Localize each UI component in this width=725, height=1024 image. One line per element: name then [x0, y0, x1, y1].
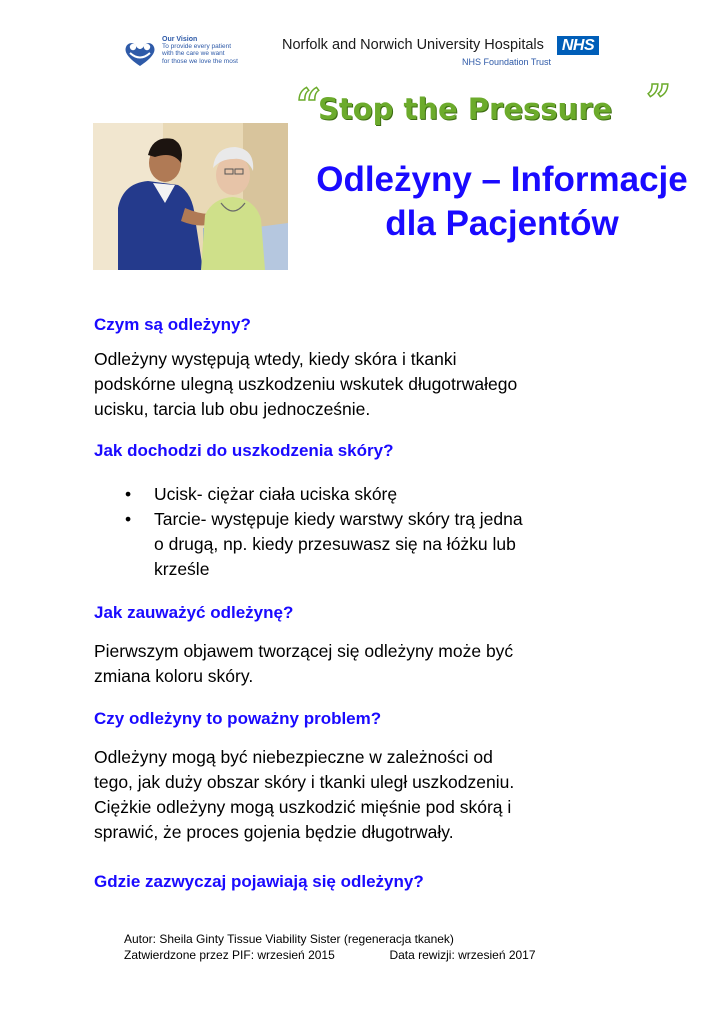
vision-line: with the care we want [162, 50, 225, 58]
bullet-icon: • [125, 509, 132, 529]
text-line: podskórne ulegną uszkodzeniu wskutek długotrwałego [94, 374, 518, 394]
vision-text [162, 36, 238, 65]
nhs-logo: NHS [557, 36, 599, 55]
campaign-text: Stop the Pressure [318, 92, 613, 126]
section-text-what-are-pressure-ulcers [94, 347, 517, 422]
section-heading-what-are-pressure-ulcers: Czym są odleżyny? [94, 315, 251, 334]
text-line: sprawić, że proces gojenia będzie długotrwały. [94, 822, 454, 842]
text-line: zmiana koloru skóry. [94, 666, 254, 686]
text-line: Ciężkie odleżyny mogą uszkodzić mięśnie pod skórą i [94, 797, 512, 817]
our-vision-logo [122, 36, 282, 70]
text-line: ucisku, tarcia lub obu jednocześnie. [94, 399, 371, 419]
list-item [94, 482, 523, 507]
text-line: Odleżyny występują wtedy, kiedy skóra i tkanki [94, 349, 457, 369]
vision-title: Our Vision [162, 36, 198, 43]
title-line: Odleżyny – Informacje [316, 160, 688, 199]
footer [124, 932, 536, 963]
close-quote-icon: ” [646, 76, 672, 127]
heart-people-icon [122, 38, 158, 68]
footer-approved: Zatwierdzone przez PIF: wrzesień 2015 [124, 947, 335, 962]
text-line: tego, jak duży obszar skóry i tkanki uległ uszkodzeniu. [94, 772, 515, 792]
text-line: Odleżyny mogą być niebezpieczne w zależności od [94, 747, 493, 767]
title-line: dla Pacjentów [385, 204, 619, 243]
text-line: Pierwszym objawem tworzącej się odleżyny może być [94, 641, 514, 661]
vision-line: for those we love the most [162, 57, 238, 65]
section-heading-how-skin-damage: Jak dochodzi do uszkodzenia skóry? [94, 441, 394, 460]
text-line: o drugą, np. kiedy przesuwasz się na łóżku lub [154, 534, 516, 554]
section-heading-serious-problem: Czy odleżyny to poważny problem? [94, 709, 382, 728]
footer-review: Data rewizji: wrzesień 2017 [389, 947, 536, 962]
nurse-patient-photo [93, 123, 288, 270]
stop-the-pressure-banner [296, 76, 686, 136]
footer-author: Autor: Sheila Ginty Tissue Viability Sister (regeneracja tkanek) [124, 932, 454, 946]
document-title [286, 158, 718, 246]
text-line: krześle [154, 559, 210, 579]
causes-list [94, 482, 523, 582]
hospital-name: Norfolk and Norwich University Hospitals [282, 37, 544, 53]
trust-name: NHS Foundation Trust [462, 57, 552, 67]
bullet-icon: • [125, 484, 132, 504]
section-heading-how-to-notice: Jak zauważyć odleżynę? [94, 603, 294, 622]
vision-line: To provide every patient [162, 43, 232, 51]
list-item [94, 507, 523, 582]
section-text-serious-problem [94, 745, 514, 845]
open-quote-icon: “ [296, 80, 322, 131]
text-line: Tarcie- występuje kiedy warstwy skóry trą jedna [154, 509, 523, 529]
footer-dates [124, 948, 536, 964]
section-heading-where-they-appear: Gdzie zazwyczaj pojawiają się odleżyny? [94, 872, 424, 891]
text-line: Ucisk- ciężar ciała uciska skórę [154, 484, 398, 504]
section-text-how-to-notice [94, 639, 513, 689]
